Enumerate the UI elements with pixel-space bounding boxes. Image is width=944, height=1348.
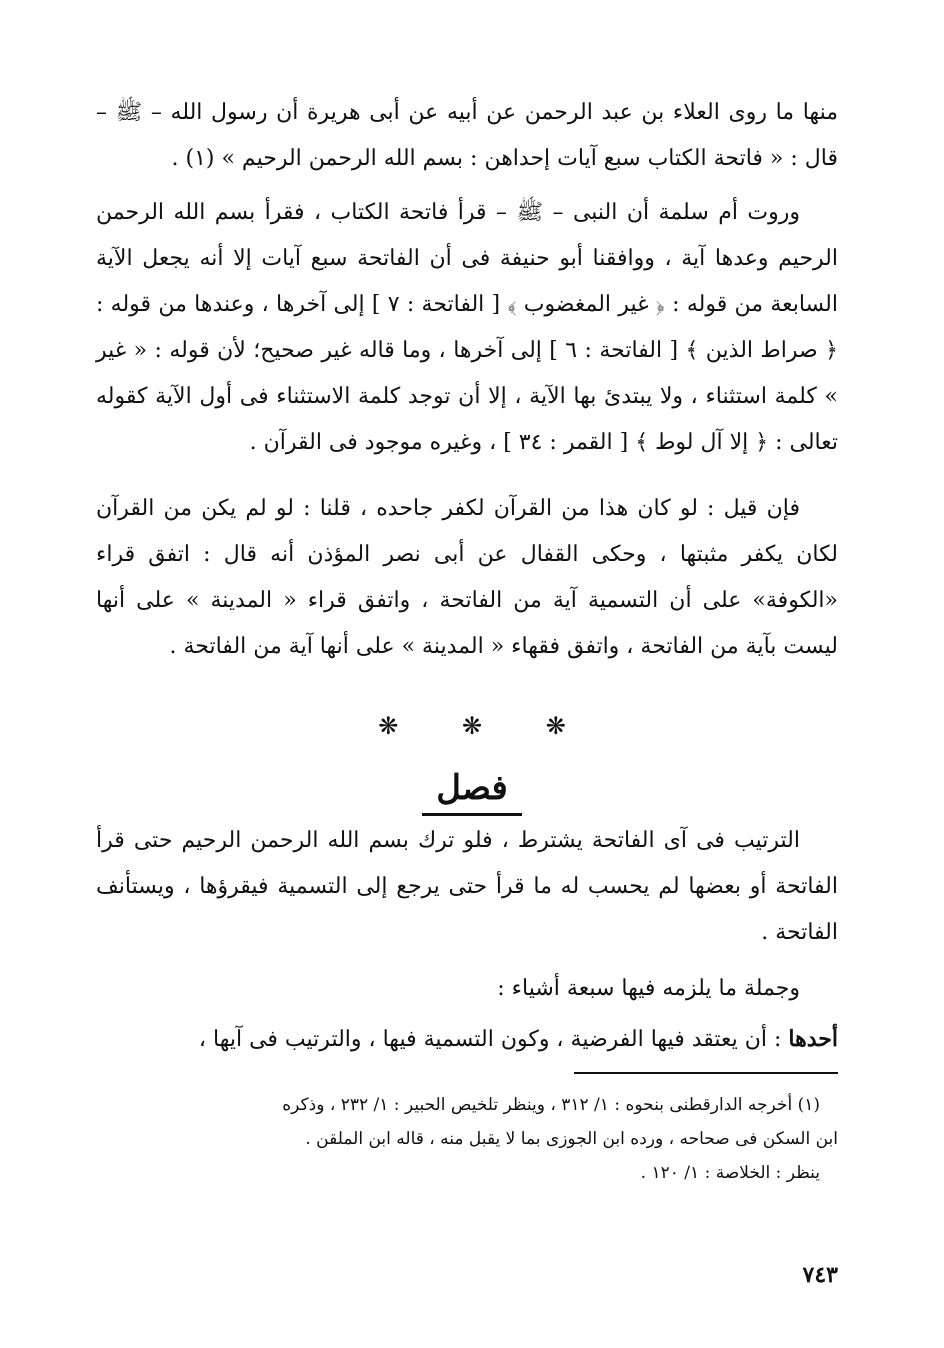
footnote-line: (١) أخرجه الدارقطنى بنحوه : ١/ ٣١٢ ، وينظر تلخيص الحبير : ١/ ٢٣٢ ، وذكره [282,1095,820,1115]
first-item-text: : أن يعتقد فيها الفرضية ، وكون التسمية فيها ، والترتيب فى آيها ، [198,1027,789,1052]
star-ornament: ❋ [378,712,399,740]
paragraph-order: الترتيب فى آى الفاتحة يشترط ، فلو ترك بسم الله الرحمن الرحيم حتى قرأ الفاتحة أو بعضها لم يحسب له ما قرأ حتى يرجع إلى التسمية فيقرؤها ، ويستأنف الفاتحة . [96,828,838,945]
footnote-line: ابن السكن فى صحاحه ، ورده ابن الجوزى بما لا يقبل منه ، قاله ابن الملقن . [305,1129,838,1149]
paragraph-objection: فإن قيل : لو كان هذا من القرآن لكفر جاحده ، قلنا : لو لم يكن من القرآن لكان يكفر مثبتها ، وحكى القفال عن أبى نصر المؤذن أنه قال : اتفق قراء «الكوفة» على أن التسمية آية من الفاتحة ، واتفق قراء « المدينة » على أنها ليست بآية من الفاتحة ، واتفق فقهاء « المدينة » على أنها آية من الفاتحة . [96,496,838,659]
first-item-label: أحدها [788,1026,838,1052]
paragraph-first-item [96,1016,838,1063]
footnote-divider [574,1072,838,1074]
section-heading [0,758,944,818]
paragraph-umm-salama: وروت أم سلمة أن النبى – ﷺ – قرأ فاتحة الكتاب ، فقرأ بسم الله الرحمن الرحيم وعدها آية ، ووافقنا أبو حنيفة فى أن الفاتحة سبع آيات إلا أنه يجعل الآية السابعة من قوله : ﴿ غير المغضوب ﴾ [ الفاتحة : ٧ ] إلى آخرها ، وعندها من قوله : ﴿ صراط الذين ﴾ [ الفاتحة : ٦ ] إلى آخرها ، وما قاله غير صحيح؛ لأن قوله : « غير » كلمة استثناء ، ولا يبتدئ بها الآية ، إلا أن توجد كلمة الاستثناء فى أول الآية كقوله تعالى : ﴿ إلا آل لوط ﴾ [ القمر : ٣٤ ] ، وغيره موجود فى القرآن . [96,200,838,455]
footnotes [96,1088,838,1190]
paragraph-hadith-abu-hurayra: منها ما روى العلاء بن عبد الرحمن عن أبيه عن أبى هريرة أن رسول الله – ﷺ – قال : « فاتحة الكتاب سبع آيات إحداهن : بسم الله الرحمن الرحيم » (١) . [96,100,838,171]
section-heading-text: فصل [422,765,522,816]
paragraph-seven-things: وجملة ما يلزمه فيها سبعة أشياء : [497,976,800,1001]
footnote-line: ينظر : الخلاصة : ١/ ١٢٠ . [640,1163,820,1183]
star-ornament: ❋ [545,712,566,740]
star-ornament: ❋ [461,712,483,740]
body-text-section [96,818,838,1063]
section-separator [0,712,944,752]
body-text-top [96,90,838,670]
page-number: ٧٤٣ [802,1262,838,1288]
